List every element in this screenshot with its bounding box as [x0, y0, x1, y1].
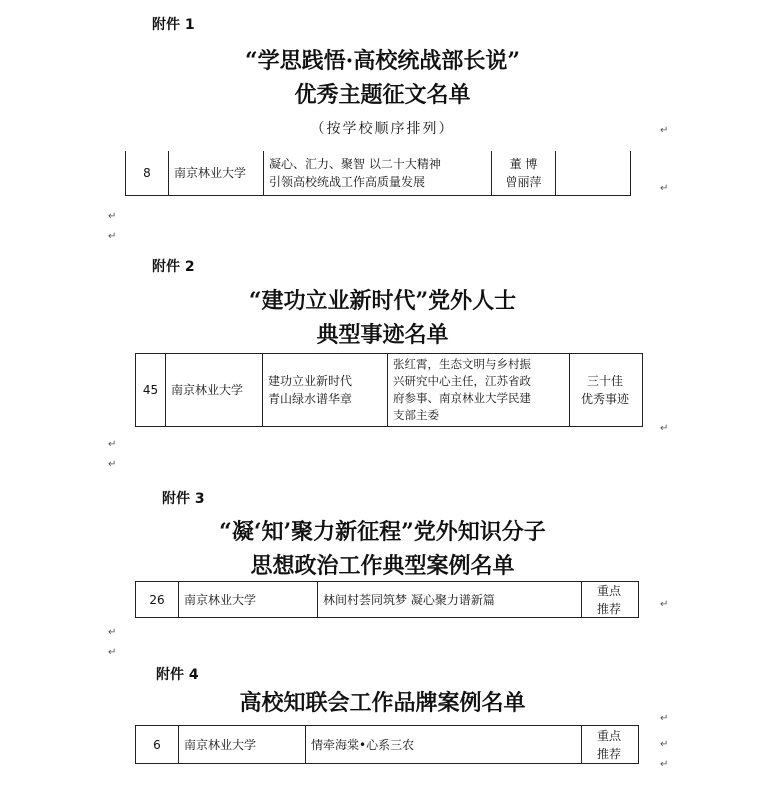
- annex4-table-row: [135, 725, 639, 764]
- annex1-row-title-line2: 引领高校统战工作高质量发展: [269, 175, 426, 189]
- annex1-row-author: [492, 151, 556, 195]
- annex2-row-person-line2: 兴研究中心主任，江苏省政: [393, 374, 531, 388]
- paragraph-mark: ↵: [108, 647, 117, 658]
- paragraph-mark: ↵: [660, 713, 669, 724]
- paragraph-mark: ↵: [108, 211, 117, 222]
- annex2-label: 附件 2: [152, 259, 195, 275]
- annex2-row-award: [570, 354, 640, 426]
- annex1-row-no: 8: [126, 151, 169, 195]
- annex3-label: 附件 3: [162, 491, 205, 507]
- annex2-row-award-line1: 三十佳: [586, 374, 623, 388]
- annex3-row-grade-line2: 推荐: [596, 601, 621, 616]
- annex1-row-author-line1: 董 博: [509, 157, 538, 171]
- paragraph-mark: ↵: [108, 459, 117, 470]
- annex4-row-case-title: 情牵海棠•心系三农: [306, 726, 582, 763]
- annex2-row-title-line2: 青山绿水谱华章: [268, 392, 353, 406]
- annex1-label: 附件 1: [152, 17, 195, 33]
- annex4-title-line1: 高校知联会工作品牌案例名单: [239, 690, 526, 716]
- annex2-row-award-line2: 优秀事迹: [580, 392, 629, 406]
- annex1-row-author-line2: 曾丽萍: [505, 175, 542, 189]
- annex1-table-row: [125, 151, 631, 196]
- annex2-row-title: [263, 354, 388, 426]
- paragraph-mark: ↵: [660, 125, 669, 136]
- annex2-row-no: 45: [136, 354, 166, 426]
- annex2-title-line1: “建功立业新时代”党外人士: [248, 288, 517, 314]
- annex2-row-person: [388, 354, 570, 426]
- annex1-row-title: [264, 151, 492, 195]
- annex4-row-grade-line2: 推荐: [596, 746, 621, 761]
- annex1-subtitle: （按学校顺序排列）: [310, 121, 455, 137]
- annex2-row-title-line1: 建功立业新时代: [268, 374, 353, 388]
- annex1-row-school: 南京林业大学: [169, 151, 264, 195]
- annex4-row-grade-line1: 重点: [596, 728, 621, 743]
- paragraph-mark: ↵: [660, 183, 669, 194]
- annex2-row-school: 南京林业大学: [166, 354, 263, 426]
- annex3-row-case-title: 林间村荟同筑梦 凝心聚力谱新篇: [318, 582, 582, 617]
- annex3-row-grade-line1: 重点: [596, 583, 621, 598]
- annex3-row-no: 26: [136, 582, 179, 617]
- annex3-table-row: [135, 581, 639, 618]
- paragraph-mark: ↵: [108, 439, 117, 450]
- annex3-row-grade: [582, 582, 636, 617]
- annex4-row-grade: [582, 726, 636, 763]
- annex1-row-remark: [556, 151, 628, 195]
- paragraph-mark: ↵: [660, 759, 669, 770]
- annex3-row-school: 南京林业大学: [179, 582, 318, 617]
- annex3-title-line1: “凝‘知’聚力新征程”党外知识分子: [219, 519, 546, 545]
- paragraph-mark: ↵: [660, 739, 669, 750]
- paragraph-mark: ↵: [108, 231, 117, 242]
- annex2-title-line2: 典型事迹名单: [316, 322, 449, 348]
- annex3-title-line2: 思想政治工作典型案例名单: [250, 553, 515, 579]
- paragraph-mark: ↵: [660, 423, 669, 434]
- paragraph-mark: ↵: [660, 599, 669, 610]
- annex4-row-no: 6: [136, 726, 179, 763]
- annex1-row-title-line1: 凝心、汇力、聚智 以二十大精神: [269, 157, 441, 171]
- annex4-row-school: 南京林业大学: [179, 726, 306, 763]
- annex1-title-line1: “学思践悟·高校统战部长说”: [245, 48, 520, 74]
- annex4-label: 附件 4: [156, 667, 199, 683]
- annex2-row-person-line3: 府参事、南京林业大学民建: [393, 391, 531, 405]
- annex1-title-line2: 优秀主题征文名单: [294, 82, 471, 108]
- annex2-row-person-line4: 支部主委: [393, 408, 439, 422]
- annex2-table-row: [135, 353, 643, 427]
- paragraph-mark: ↵: [108, 627, 117, 638]
- annex2-row-person-line1: 张红霄，生态文明与乡村振: [393, 357, 531, 371]
